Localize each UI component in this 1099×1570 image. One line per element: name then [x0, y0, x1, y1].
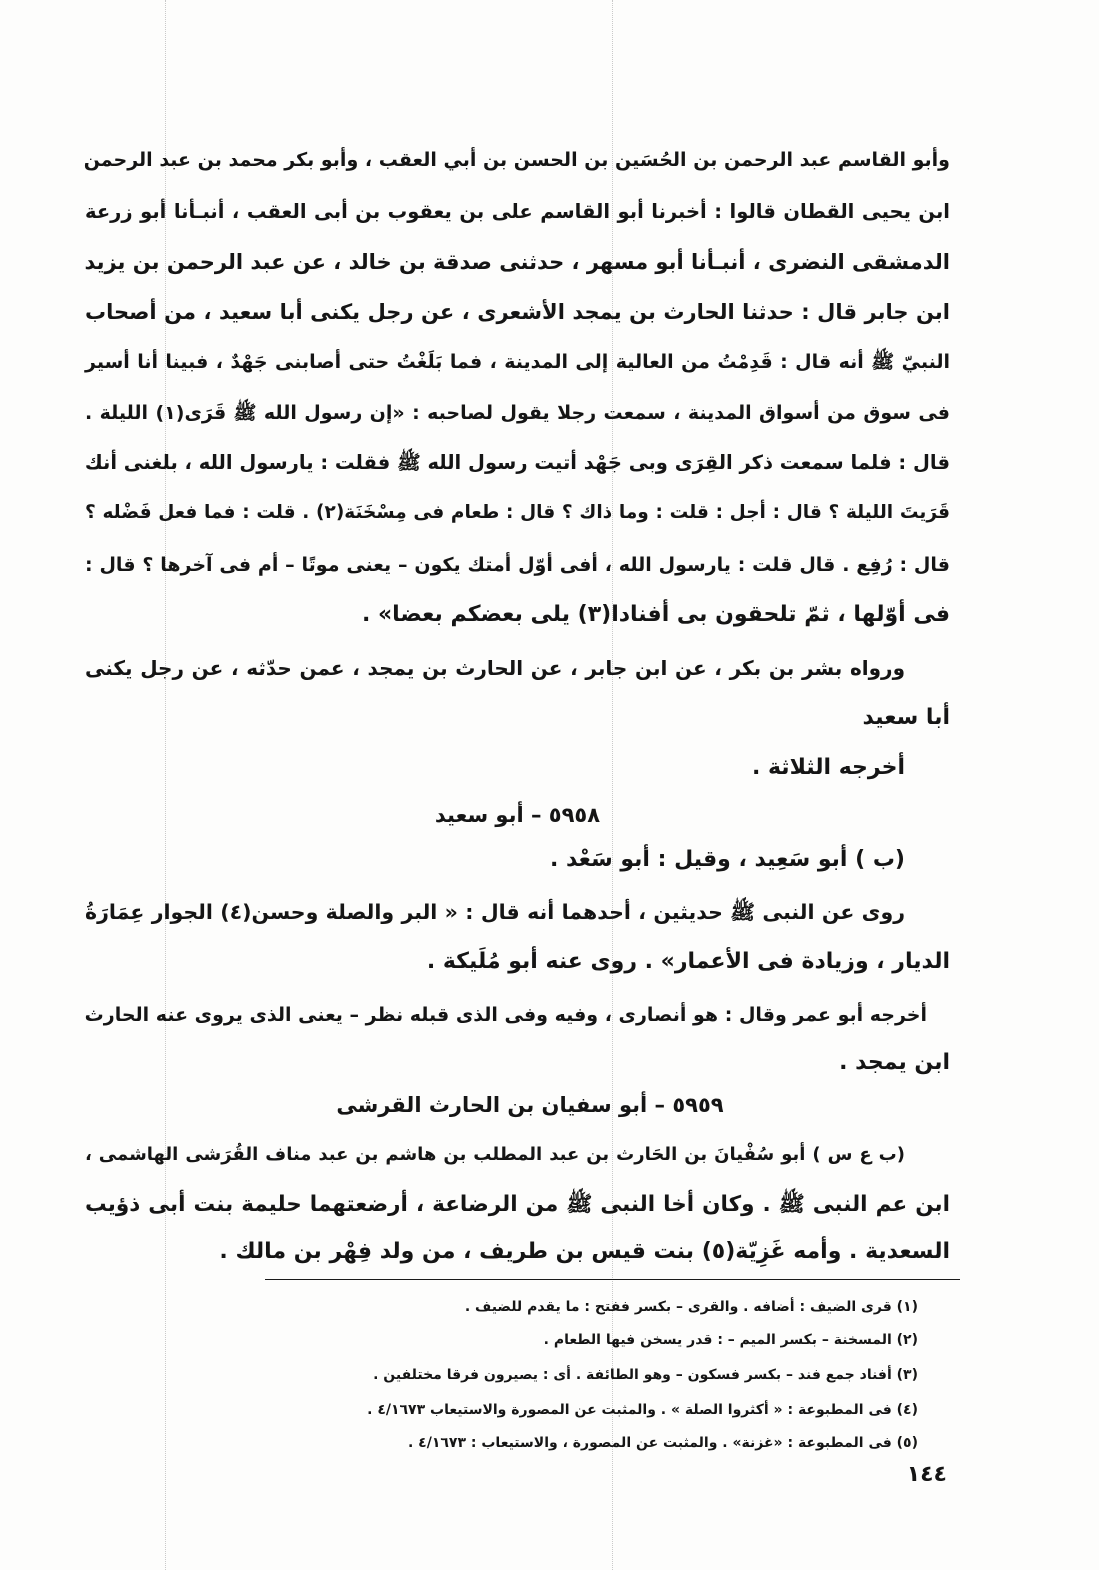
text-line: ابن يمجد . [839, 1050, 950, 1075]
text-line: ابن يحيى القطان قالوا : أخبرنا أبو القاسم على بن يعقوب بن أبى العقب ، أنبـأنا أبو زرعة [85, 200, 950, 223]
text-line: قَرَيتَ الليلة ؟ قال : أجل : قلت : وما ذاك ؟ قال : طعام فى مِسْخَنَة(٢) . قلت : فما فعل فَضْله ؟ [85, 502, 950, 523]
page-number: ١٤٤ [906, 1462, 947, 1487]
text-line: وأبو القاسم عبد الرحمن بن الحُسَين بن الحسن بن أبي العقب ، وأبو بكر محمد بن عبد الرحمن [83, 149, 950, 171]
text-line: فى سوق من أسواق المدينة ، سمعت رجلا يقول لصاحبه : «إن رسول الله ﷺ قَرَى(١) الليلة . [85, 402, 950, 424]
takhrij-line: أخرجه الثلاثة . [751, 755, 905, 780]
footnote-separator [265, 1279, 960, 1280]
text-line: فى أوّلها ، ثمّ تلحقون بى أفنادا(٣) يلى بعضكم بعضا» . [361, 602, 950, 627]
text-line: الدمشقى النضرى ، أنبـأنا أبو مسهر ، حدثنى صدقة بن خالد ، عن عبد الرحمن بن يزيد [84, 250, 950, 274]
text-line: ابن عم النبى ﷺ . وكان أخا النبى ﷺ من الرضاعة ، أرضعتهما حليمة بنت أبى ذؤيب [85, 1192, 950, 1217]
text-line: النبيّ ﷺ أنه قال : قَدِمْتُ من العالية إلى المدينة ، فما بَلَغْتُ حتى أصابنى جَهْدٌ ، فبينا أنا أسير [85, 351, 950, 373]
entry-heading: ٥٩٥٨ – أبو سعيد [434, 803, 601, 827]
footnote: (٤) فى المطبوعة : « أكثروا الصلة » . والمثبت عن المصورة والاستيعاب ٤/١٦٧٣ . [367, 1402, 918, 1418]
text-line: الديار ، وزيادة فى الأعمار» . روى عنه أبو مُلَيكة . [426, 949, 950, 974]
text-line: ابن جابر قال : حدثنا الحارث بن يمجد الأشعرى ، عن رجل يكنى أبا سعيد ، من أصحاب [85, 300, 950, 324]
text-line: (ب ) أبو سَعِيد ، وقيل : أبو سَعْد . [549, 847, 905, 872]
text-line: ورواه بشر بن بكر ، عن ابن جابر ، عن الحارث بن يمجد ، عمن حدّثه ، عن رجل يكنى [85, 656, 905, 680]
entry-heading: ٥٩٥٩ – أبو سفيان بن الحارث القرشى [336, 1093, 724, 1117]
footnote: (٣) أفناد جمع فند – بكسر فسكون – وهو الطائفة . أى : يصيرون فرقا مختلفين . [373, 1367, 918, 1383]
text-line: أخرجه أبو عمر وقال : هو أنصارى ، وفيه وفى الذى قبله نظر – يعنى الذى يروى عنه الحارث [84, 1004, 927, 1026]
text-line: السعدية . وأمه غَزِيّة(٥) بنت قيس بن طريف ، من ولد فِهْر بن مالك . [219, 1239, 950, 1264]
text-line: روى عن النبى ﷺ حديثين ، أحدهما أنه قال : « البر والصلة وحسن(٤) الجوار عِمَارَةُ [85, 900, 906, 924]
text-line: أبا سعيد [862, 705, 950, 730]
footnote: (٢) المسخنة – بكسر الميم – : قدر يسخن فيها الطعام . [543, 1332, 918, 1348]
text-line: قال : رُفِع . قال قلت : يارسول الله ، أفى أوّل أمتك يكون – يعنى موتًا – أم فى آخرها ؟ قال : [85, 554, 950, 576]
text-line: قال : فلما سمعت ذكر القِرَى وبى جَهْد أتيت رسول الله ﷺ فقلت : يارسول الله ، بلغنى أنك [84, 451, 950, 474]
footnote: (١) قرى الضيف : أضافه . والقرى – بكسر ففتح : ما يقدم للضيف . [464, 1299, 918, 1315]
footnote: (٥) فى المطبوعة : «غزنة» . والمثبت عن المصورة ، والاستيعاب : ٤/١٦٧٣ . [407, 1435, 918, 1451]
text-line: (ب ع س ) أبو سُفْيانَ بن الحَارث بن عبد المطلب بن هاشم بن عبد مناف القُرَشى الهاشمى ، [85, 1144, 905, 1165]
